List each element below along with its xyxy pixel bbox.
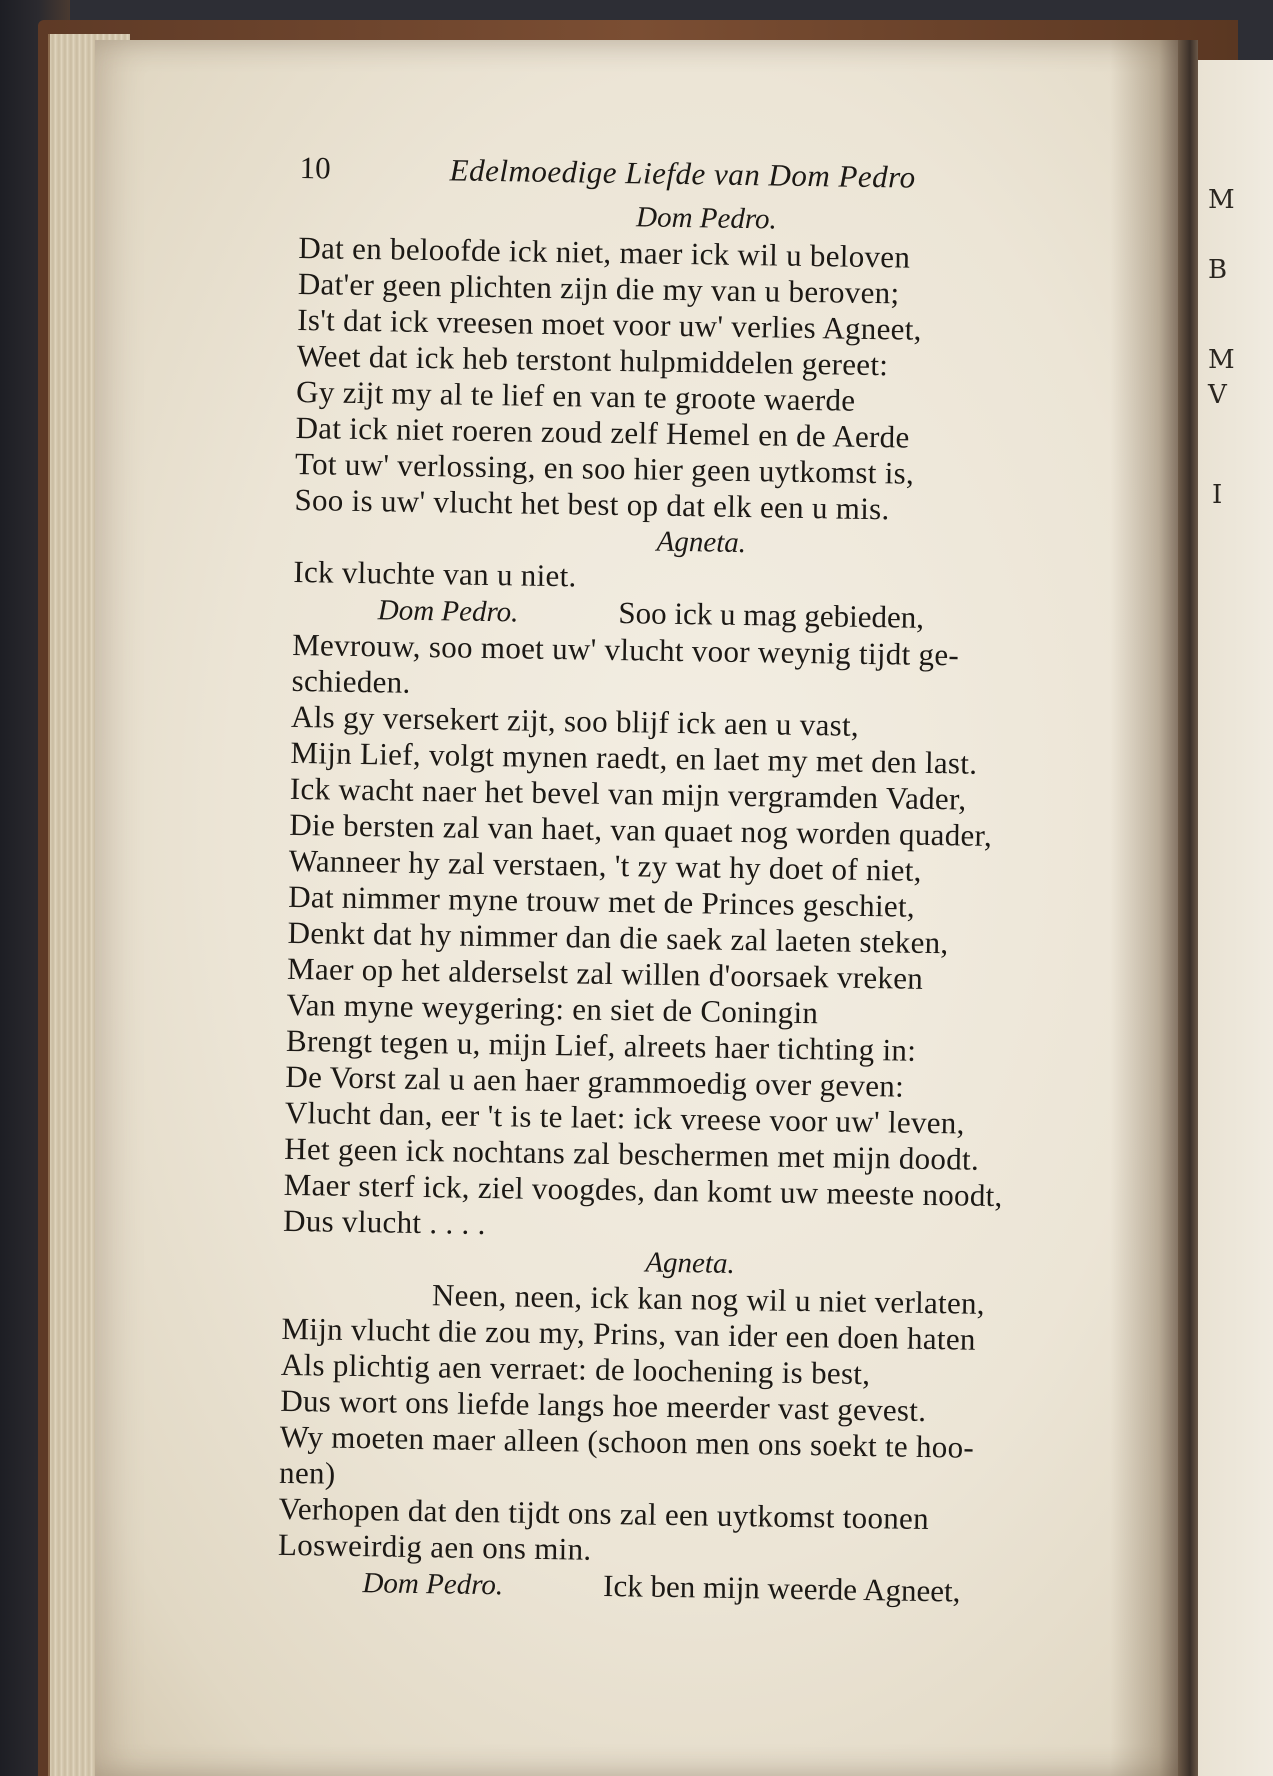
facing-letter: M [1208, 345, 1235, 375]
facing-page [1198, 60, 1273, 1776]
verse-line: Dus vlucht . . . . [282, 1202, 487, 1242]
verse-line: Wanneer hy zal verstaen, 't zy wat hy doet of niet, [288, 842, 923, 888]
speaker-name: Dom Pedro. [635, 201, 778, 236]
page-number: 10 [299, 150, 331, 186]
verse-line: Vlucht dan, eer 't is te laet: ick vreese voor uw' leven, [284, 1094, 965, 1141]
verse-line: Dat nimmer myne trouw met de Princes geschiet, [287, 878, 916, 924]
verse-line: Weet dat ick heb terstont hulpmiddelen gereet: [296, 337, 889, 383]
speaker-name: Agneta. [656, 525, 747, 560]
book-gutter [1178, 40, 1198, 1776]
verse-line: Denkt dat hy nimmer dan die saek zal laeten steken, [287, 914, 949, 961]
speaker-name: Dom Pedro. [362, 1567, 504, 1602]
verse-line: Neen, neen, ick kan nog wil u niet verlaten, [431, 1277, 986, 1321]
verse-line: Dat'er geen plichten zijn die my van u beroven; [297, 265, 900, 311]
verse-line: Soo ick u mag gebieden, [618, 595, 925, 635]
verse-line: Maer op het alderselst zal willen d'oorsaek vreken [286, 950, 924, 996]
verse-line: Ick wacht naer het bevel van mijn vergramden Vader, [289, 770, 967, 817]
verse-line: Losweirdig aen ons min. [277, 1526, 592, 1567]
verse-line: nen) [278, 1454, 336, 1491]
verse-lines [277, 194, 1114, 1613]
speaker-name: Dom Pedro. [377, 594, 519, 629]
verse-line: Tot uw' verlossing, en soo hier geen uytkomst is, [294, 445, 915, 491]
facing-letter: B [1208, 255, 1228, 285]
verse-line: Als gy versekert zijt, soo blijf ick aen u vast, [290, 698, 860, 743]
verse-line: Mijn vlucht die zou my, Prins, van ider een doen haten [281, 1310, 976, 1357]
verse-line: Wy moeten maer alleen (schoon men ons soekt te hoo- [279, 1418, 975, 1465]
speaker-name: Agneta. [645, 1246, 736, 1280]
verse-line: Het geen ick nochtans zal beschermen met mijn doodt. [284, 1130, 980, 1177]
verse-line: Dat ick niet roeren zoud zelf Hemel en de Aerde [295, 409, 910, 455]
page-gutter-shadow [1110, 40, 1180, 1776]
verse-line: Dus wort ons liefde langs hoe meerder vast gevest. [280, 1382, 927, 1428]
facing-letter: I [1212, 480, 1223, 510]
facing-letter: V [1208, 380, 1227, 410]
verse-line: Ick vluchte van u niet. [293, 553, 577, 594]
verse-line: Gy zijt my al te lief en van te groote waerde [295, 373, 856, 418]
facing-letter: M [1208, 185, 1235, 215]
running-head: Edelmoedige Liefde van Dom Pedro [449, 152, 916, 195]
verse-line: Van myne weygering: en siet de Coningin [286, 986, 819, 1031]
verse-line: Dat en beloofde ick niet, maer ick wil u beloven [298, 229, 911, 275]
verse-line: Die bersten zal van haet, van quaet nog worden quader, [289, 806, 993, 853]
verse-line: Is't dat ick vreesen moet voor uw' verlies Agneet, [297, 301, 923, 347]
verse-line: schieden. [291, 662, 411, 700]
verse-line: Ick ben mijn weerde Agneet, [602, 1567, 961, 1609]
page-text [277, 150, 1115, 1613]
verse-line: De Vorst zal u aen haer grammoedig over geven: [285, 1058, 905, 1104]
verse-line: Brengt tegen u, mijn Lief, alreets haer tichting in: [285, 1022, 917, 1068]
verse-line: Mevrouw, soo moet uw' vlucht voor weynig tijdt ge- [291, 626, 960, 673]
verse-line: Verhopen dat den tijdt ons zal een uytkomst toonen [278, 1490, 930, 1537]
verse-line: Soo is uw' vlucht het best op dat elk een u mis. [294, 481, 890, 527]
verse-line: Als plichtig aen verraet: de loochening is best, [280, 1346, 871, 1392]
verse-line: Maer sterf ick, ziel voogdes, dan komt uw meeste noodt, [283, 1166, 1003, 1214]
verse-line: Mijn Lief, volgt mynen raedt, en laet my met den last. [290, 734, 978, 781]
